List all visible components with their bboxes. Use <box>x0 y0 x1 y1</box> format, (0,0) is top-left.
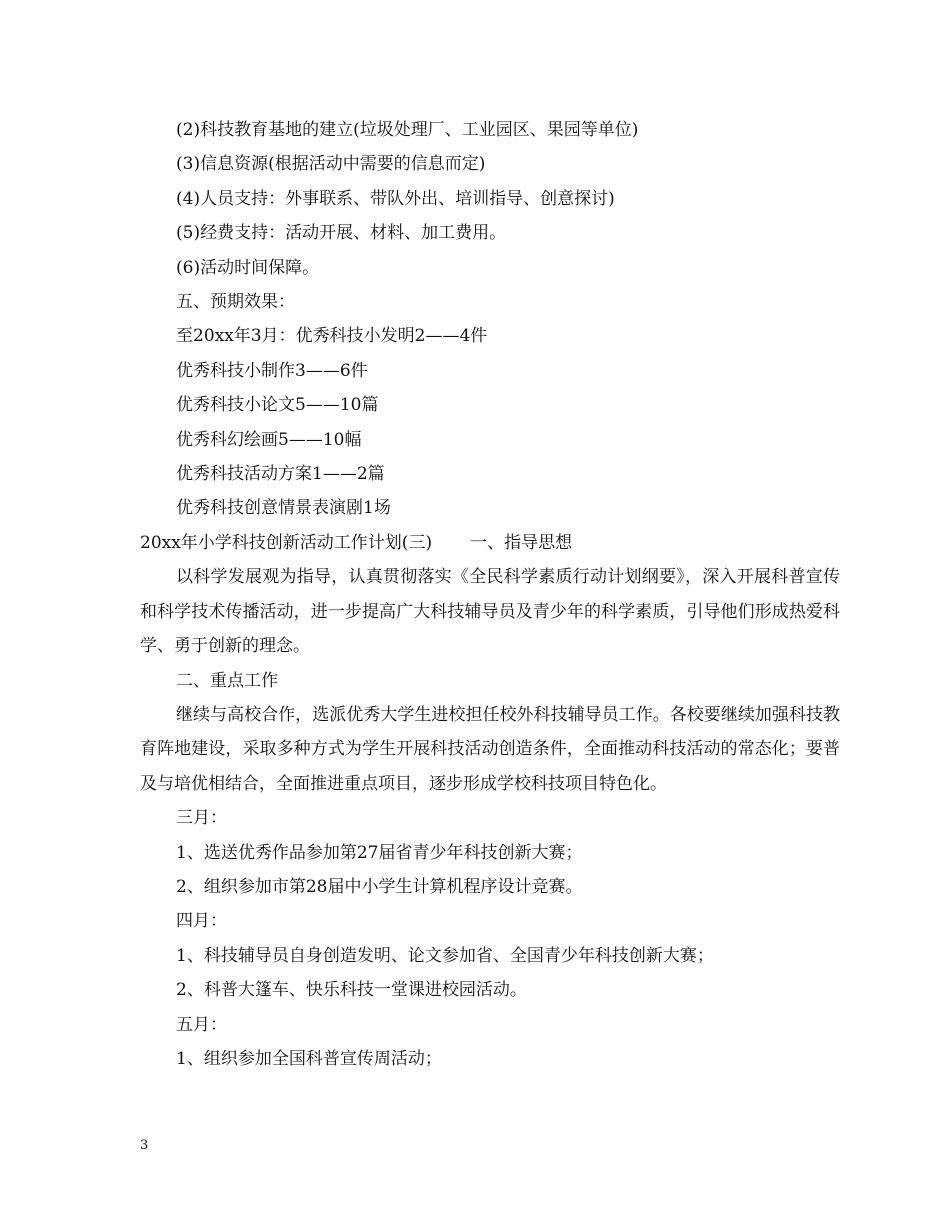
list-item: 1、选送优秀作品参加第27届省青少年科技创新大赛； <box>176 842 583 863</box>
heading-april: 四月： <box>176 911 227 932</box>
list-item: 2、组织参加市第28届中小学生计算机程序设计竞赛。 <box>176 876 583 897</box>
text-line: (5)经费支持：活动开展、材料、加工费用。 <box>176 223 507 244</box>
text-line: 至20xx年3月：优秀科技小发明2——4件 <box>176 326 488 347</box>
text-line: 优秀科技小论文5——10篇 <box>176 395 379 416</box>
document-body <box>140 113 840 1076</box>
page-number: 3 <box>140 1138 149 1153</box>
paragraph-key-work: 继续与高校合作，选派优秀大学生进校担任校外科技辅导员工作。各校要继续加强科技教育阵地建设，采取多种方式为学生开展科技活动创造条件，全面推动科技活动的常态化；要普及与培优相结合，全面推进重点项目，逐步形成学校科技项目特色化。 <box>140 704 840 794</box>
text-line: (6)活动时间保障。 <box>176 257 320 278</box>
section-heading-expected-results: 五、预期效果： <box>176 292 295 313</box>
heading-march: 三月： <box>176 808 227 829</box>
list-item: 2、科普大篷车、快乐科技一堂课进校园活动。 <box>176 980 527 1001</box>
heading-key-work: 二、重点工作 <box>176 670 278 691</box>
paragraph-guiding-ideology: 以科学发展观为指导，认真贯彻落实《全民科学素质行动计划纲要》，深入开展科普宣传和科学技术传播活动，进一步提高广大科技辅导员及青少年的科学素质，引导他们形成热爱科学、勇于创新的理念。 <box>140 567 840 657</box>
text-line: 优秀科幻绘画5——10幅 <box>176 429 362 450</box>
text-line: (3)信息资源(根据活动中需要的信息而定) <box>176 154 486 175</box>
text-line: 优秀科技小制作3——6件 <box>176 360 368 381</box>
text-line: 优秀科技活动方案1——2篇 <box>176 464 385 485</box>
text-line: (2)科技教育基地的建立(垃圾处理厂、工业园区、果园等单位) <box>176 120 639 140</box>
list-item: 1、科技辅导员自身创造发明、论文参加省、全国青少年科技创新大赛； <box>176 945 714 966</box>
heading-may: 五月： <box>176 1014 227 1035</box>
text-line: 优秀科技创意情景表演剧1场 <box>176 498 391 519</box>
plan-title-line <box>140 526 840 560</box>
plan-title: 20xx年小学科技创新活动工作计划(三) <box>140 532 433 553</box>
heading-guiding-ideology: 一、指导思想 <box>470 532 573 553</box>
list-item: 1、组织参加全国科普宣传周活动； <box>176 1048 442 1069</box>
text-line: (4)人员支持：外事联系、带队外出、培训指导、创意探讨) <box>176 188 615 209</box>
